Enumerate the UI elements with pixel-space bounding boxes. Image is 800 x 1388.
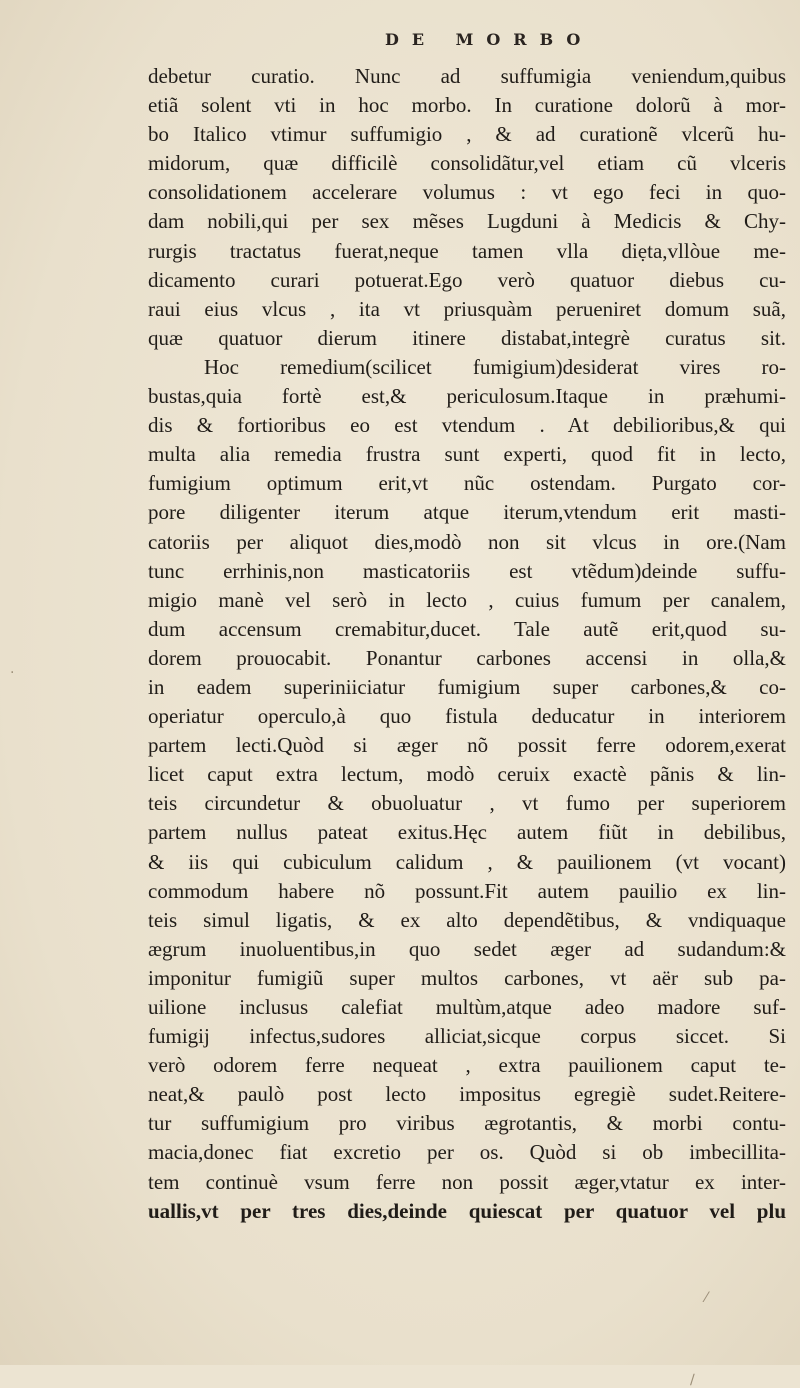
text-line: partem lecti.Quòd si æger nõ possit ferre odorem,exerat xyxy=(148,733,786,758)
text-line: fumigium optimum erit,vt nũc ostendam. Purgato cor- xyxy=(148,471,786,496)
margin-speck: · xyxy=(10,665,15,681)
text-line: midorum, quæ difficilè consolidãtur,vel etiam cũ vlceris xyxy=(148,151,786,176)
text-line: neat,& paulò post lecto impositus egregiè sudet.Reitere- xyxy=(148,1082,786,1107)
text-line: dis & fortioribus eo est vtendum . At debilioribus,& qui xyxy=(148,413,786,438)
text-line: pore diligenter iterum atque iterum,vtendum erit masti- xyxy=(148,500,786,525)
text-line: in eadem superiniiciatur fumigium super carbones,& co- xyxy=(148,674,786,699)
text-line: commodum habere nõ possunt.Fit autem pauilio ex lin- xyxy=(148,878,786,903)
text-line: dorem prouocabit. Ponantur carbones accensi in olla,& xyxy=(148,645,786,670)
text-line: & iis qui cubiculum calidum , & pauilionem (vt vocant) xyxy=(148,849,786,874)
page-stain-mark: ⁄ xyxy=(705,1290,708,1306)
text-line: ægrum inuoluentibus,in quo sedet æger ad sudandum:& xyxy=(148,936,786,961)
text-line: uilione inclusus calefiat multùm,atque adeo madore suf- xyxy=(148,995,786,1019)
page-stain-mark: ∕ xyxy=(690,1372,695,1388)
text-line: operiatur operculo,à quo fistula deducatur in interiorem xyxy=(148,704,786,729)
text-line: dicamento curari potuerat.Ego verò quatuor diebus cu- xyxy=(148,267,786,292)
text-line: catoriis per aliquot dies,modò non sit vlcus in ore.(Nam xyxy=(148,529,786,554)
text-line: imponitur fumigiũ super multos carbones, vt aër sub pa- xyxy=(148,965,786,990)
text-line: partem nullus pateat exitus.Hęc autem fiũt in debilibus, xyxy=(148,820,786,845)
text-line: quæ quatuor dierum itinere distabat,integrè curatus sit. xyxy=(148,325,786,350)
body-text xyxy=(148,62,786,1226)
running-header: DE MORBO xyxy=(385,30,594,49)
text-line: bustas,quia fortè est,& periculosum.Itaque in præhumi- xyxy=(148,384,786,409)
text-line: dum accensum cremabitur,ducet. Tale autẽ erit,quod su- xyxy=(148,616,786,641)
text-line: fumigij infectus,sudores alliciat,sicque corpus siccet. Si xyxy=(148,1024,786,1049)
text-line: bo Italico vtimur suffumigio , & ad curationẽ vlcerũ hu- xyxy=(148,122,786,147)
text-line: tem continuè vsum ferre non possit æger,vtatur ex inter- xyxy=(148,1169,786,1194)
text-line: consolidationem accelerare volumus : vt ego feci in quo- xyxy=(148,180,786,205)
text-line: tur suffumigium pro viribus ægrotantis, & morbi contu- xyxy=(148,1111,786,1136)
text-line: rurgis tractatus fuerat,neque tamen vlla diẹta,vllòue me- xyxy=(148,238,786,263)
text-line: raui eius vlcus , ita vt priusquàm perueniret domum suã, xyxy=(148,296,786,321)
text-line: multa alia remedia frustra sunt experti, quod fit in lecto, xyxy=(148,442,786,467)
text-line: tunc errhinis,non masticatoriis est vtẽdum)deinde suffu- xyxy=(148,558,786,583)
text-line: macia,donec fiat excretio per os. Quòd si ob imbecillita- xyxy=(148,1140,786,1165)
paragraph-start-line: Hoc remedium(scilicet fumigium)desiderat vires ro- xyxy=(204,354,786,379)
text-line: teis simul ligatis, & ex alto dependẽtibus, & vndiquaque xyxy=(148,907,786,932)
text-line: verò odorem ferre nequeat , extra pauilionem caput te- xyxy=(148,1053,786,1078)
text-line: dam nobili,qui per sex mẽses Lugduni à Medicis & Chy- xyxy=(148,209,786,234)
text-line: teis circundetur & obuoluatur , vt fumo per superiorem xyxy=(148,791,786,816)
last-text-line: uallis,vt per tres dies,deinde quiescat per quatuor vel plu xyxy=(148,1198,786,1223)
text-line: debetur curatio. Nunc ad suffumigia veniendum,quibus xyxy=(148,64,786,88)
text-line: migio manè vel serò in lecto , cuius fumum per canalem, xyxy=(148,587,786,612)
text-line: licet caput extra lectum, modò ceruix exactè pãnis & lin- xyxy=(148,762,786,787)
text-line: etiã solent vti in hoc morbo. In curatione dolorũ à mor- xyxy=(148,93,786,118)
